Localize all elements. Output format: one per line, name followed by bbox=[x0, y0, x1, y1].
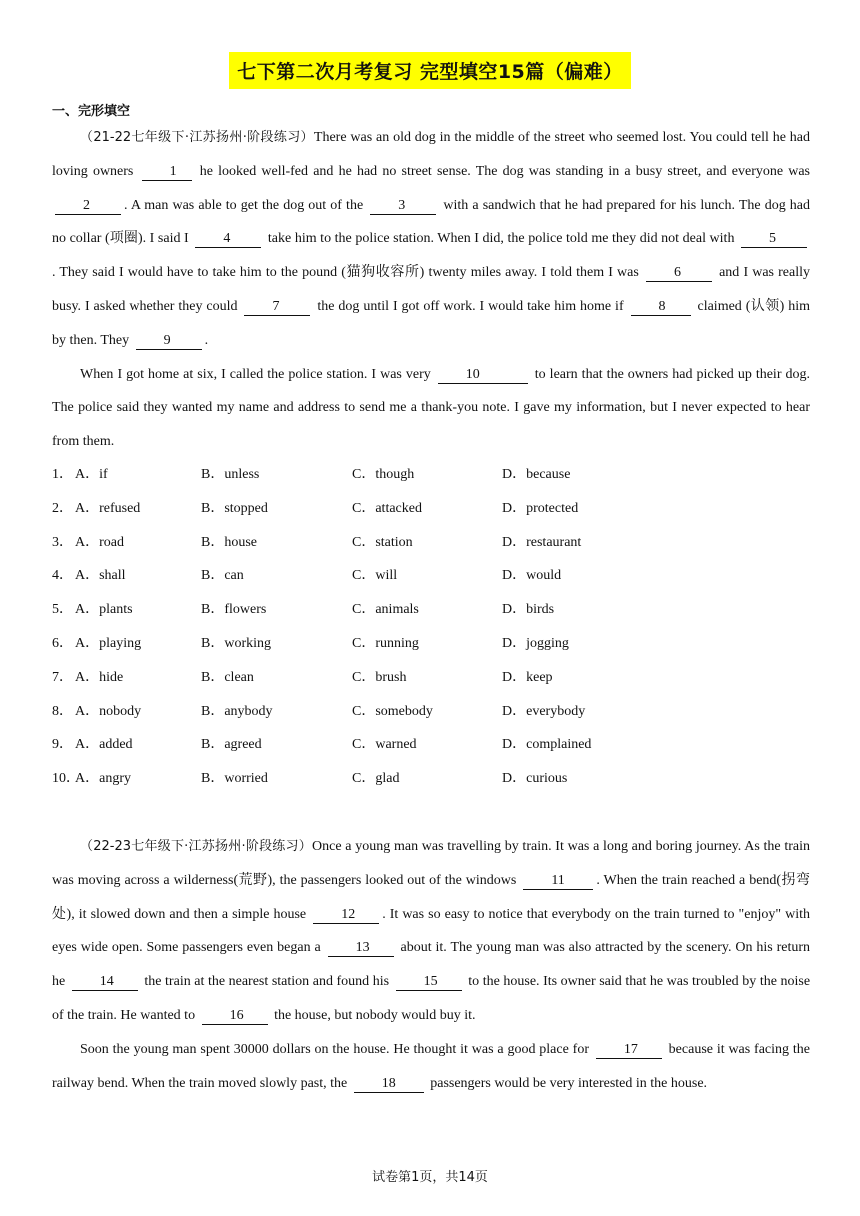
passage-text: because it was facing the railway bend. When the train moved slowly past, the bbox=[52, 1041, 810, 1091]
passage-text: the train at the nearest station and found his bbox=[144, 974, 390, 990]
option-d[interactable]: D．because bbox=[502, 467, 571, 482]
passage-text: to the house. Its owner said that he was troubled by the noise of the train. He wanted to bbox=[52, 974, 811, 1023]
blank-10[interactable]: 10 bbox=[438, 367, 528, 384]
passage-1-paragraph-2 bbox=[52, 358, 810, 459]
option-a[interactable]: A．road bbox=[75, 534, 124, 550]
blank-5[interactable]: 5 bbox=[741, 231, 807, 248]
option-c[interactable]: C．glad bbox=[352, 771, 400, 787]
passage-text: the dog until I got off work. I would take him home if bbox=[317, 298, 624, 314]
passage-text: . A man was able to get the dog out of the bbox=[124, 197, 364, 213]
option-b[interactable]: B．can bbox=[201, 568, 244, 584]
option-b[interactable]: B．unless bbox=[201, 467, 260, 482]
question-number: 8． bbox=[52, 703, 73, 719]
passage-source: （22-23七年级下·江苏扬州·阶段练习） bbox=[80, 839, 313, 854]
page-footer: 试卷第1页，共14页 bbox=[372, 1170, 488, 1185]
section-heading: 一、完形填空 bbox=[52, 104, 131, 119]
passage-text: Soon the young man spent 30000 dollars on the house. He thought it was a good place for bbox=[80, 1041, 589, 1057]
option-b[interactable]: B．flowers bbox=[201, 602, 267, 618]
blank-11[interactable]: 11 bbox=[523, 873, 593, 890]
passage-text: . It was so easy to notice that everybody on the train turned to "enjoy" with eyes wide open. Some passengers even began a bbox=[52, 906, 810, 956]
passage-text: he looked well-fed and he had no street sense. The dog was standing in a busy street, and everyone was bbox=[199, 163, 811, 179]
option-d[interactable]: D．keep bbox=[502, 669, 553, 685]
option-d[interactable]: D．would bbox=[502, 568, 562, 584]
option-c[interactable]: C．though bbox=[352, 467, 415, 482]
option-a[interactable]: A．plants bbox=[75, 602, 133, 618]
question-row bbox=[52, 492, 810, 526]
blank-8[interactable]: 8 bbox=[631, 299, 691, 316]
passage-text: take him to the police station. When I did, the police told me they did not deal with bbox=[267, 231, 735, 247]
blank-2[interactable]: 2 bbox=[55, 198, 121, 215]
question-number: 7． bbox=[52, 669, 73, 685]
question-number: 5． bbox=[52, 602, 73, 618]
option-d[interactable]: D．jogging bbox=[502, 635, 569, 651]
question-row bbox=[52, 728, 810, 762]
question-number: 2． bbox=[52, 500, 73, 516]
option-c[interactable]: C．animals bbox=[352, 602, 419, 618]
option-d[interactable]: D．everybody bbox=[502, 703, 586, 719]
blank-16[interactable]: 16 bbox=[202, 1008, 268, 1025]
question-number: 6． bbox=[52, 635, 73, 651]
passage-text: with a sandwich that he had prepared for his lunch. The dog had no collar (项圈). I said I bbox=[52, 197, 811, 247]
question-options bbox=[52, 458, 810, 796]
passage-text: . When the train reached a bend(拐弯处), it slowed down and then a simple house bbox=[52, 872, 810, 922]
blank-4[interactable]: 4 bbox=[195, 231, 261, 248]
option-c[interactable]: C．running bbox=[352, 635, 419, 651]
page-title: 七下第二次月考复习 完型填空15篇（偏难） bbox=[229, 52, 631, 89]
option-b[interactable]: B．house bbox=[201, 534, 257, 550]
passage-1 bbox=[52, 121, 810, 459]
option-b[interactable]: B．clean bbox=[201, 669, 254, 685]
blank-17[interactable]: 17 bbox=[596, 1042, 662, 1059]
option-a[interactable]: A．if bbox=[75, 467, 108, 482]
passage-text: Once a young man was travelling by train. It was a long and boring journey. As the train was moving across a wilderness(荒野), the passengers looked out of the windows bbox=[52, 839, 811, 888]
passage-1-paragraph-1 bbox=[52, 121, 810, 358]
option-d[interactable]: D．curious bbox=[502, 771, 568, 787]
blank-18[interactable]: 18 bbox=[354, 1076, 424, 1093]
option-a[interactable]: A．added bbox=[75, 737, 133, 753]
blank-12[interactable]: 12 bbox=[313, 907, 379, 924]
option-b[interactable]: B．stopped bbox=[201, 500, 268, 516]
title-bar bbox=[0, 52, 860, 89]
question-row bbox=[52, 559, 810, 593]
question-row bbox=[52, 695, 810, 729]
option-b[interactable]: B．anybody bbox=[201, 703, 273, 719]
question-row bbox=[52, 458, 810, 492]
passage-text: about it. The young man was also attracted by the scenery. On his return he bbox=[52, 940, 811, 990]
passage-text: There was an old dog in the middle of the street who seemed lost. You could tell he had loving owners bbox=[52, 130, 810, 179]
option-a[interactable]: A．angry bbox=[75, 771, 131, 787]
option-c[interactable]: C．warned bbox=[352, 737, 417, 753]
option-c[interactable]: C．brush bbox=[352, 669, 407, 685]
question-row bbox=[52, 526, 810, 560]
option-d[interactable]: D．complained bbox=[502, 737, 592, 753]
passage-2 bbox=[52, 830, 810, 1100]
question-row bbox=[52, 661, 810, 695]
passage-text: and I was really busy. I asked whether they could bbox=[52, 265, 811, 314]
question-row bbox=[52, 593, 810, 627]
blank-7[interactable]: 7 bbox=[244, 299, 310, 316]
blank-6[interactable]: 6 bbox=[646, 265, 712, 282]
option-d[interactable]: D．protected bbox=[502, 500, 579, 516]
blank-1[interactable]: 1 bbox=[142, 164, 192, 181]
passage-2-paragraph-1 bbox=[52, 830, 810, 1033]
option-d[interactable]: D．restaurant bbox=[502, 534, 582, 550]
option-b[interactable]: B．working bbox=[201, 635, 271, 651]
question-number: 4． bbox=[52, 568, 73, 584]
blank-9[interactable]: 9 bbox=[136, 333, 202, 350]
passage-text: . bbox=[204, 332, 209, 348]
question-row bbox=[52, 627, 810, 661]
option-a[interactable]: A．shall bbox=[75, 568, 126, 584]
passage-text: to learn that the owners had picked up their dog. The police said they wanted my name and address to send me a thank-you note. I gave my information, but I never expected to hear from them. bbox=[52, 366, 810, 450]
question-number: 10． bbox=[52, 771, 80, 787]
option-a[interactable]: A．playing bbox=[75, 635, 142, 651]
passage-text: the house, but nobody would buy it. bbox=[274, 1007, 476, 1023]
blank-14[interactable]: 14 bbox=[72, 974, 138, 991]
passage-text: passengers would be very interested in the house. bbox=[430, 1075, 708, 1091]
option-a[interactable]: A．hide bbox=[75, 669, 124, 685]
option-b[interactable]: B．worried bbox=[201, 771, 268, 787]
passage-source: （21-22七年级下·江苏扬州·阶段练习） bbox=[80, 130, 314, 145]
option-c[interactable]: C．station bbox=[352, 534, 413, 550]
option-a[interactable]: A．refused bbox=[75, 500, 141, 516]
question-number: 9． bbox=[52, 737, 73, 753]
blank-15[interactable]: 15 bbox=[396, 974, 462, 991]
question-number: 1． bbox=[52, 467, 73, 482]
option-a[interactable]: A．nobody bbox=[75, 703, 142, 719]
blank-13[interactable]: 13 bbox=[328, 940, 394, 957]
option-c[interactable]: C．will bbox=[352, 568, 398, 584]
passage-2-paragraph-2 bbox=[52, 1033, 810, 1101]
question-row bbox=[52, 762, 810, 796]
question-number: 3． bbox=[52, 534, 73, 550]
passage-text: When I got home at six, I called the police station. I was very bbox=[80, 366, 431, 382]
option-d[interactable]: D．birds bbox=[502, 602, 555, 618]
blank-3[interactable]: 3 bbox=[370, 198, 436, 215]
option-b[interactable]: B．agreed bbox=[201, 737, 262, 753]
passage-text: . They said I would have to take him to the pound (猫狗收容所) twenty miles away. I told them I was bbox=[52, 265, 639, 281]
passage-text: claimed (认领) him by then. They bbox=[52, 298, 811, 348]
option-c[interactable]: C．attacked bbox=[352, 500, 422, 516]
option-c[interactable]: C．somebody bbox=[352, 703, 433, 719]
